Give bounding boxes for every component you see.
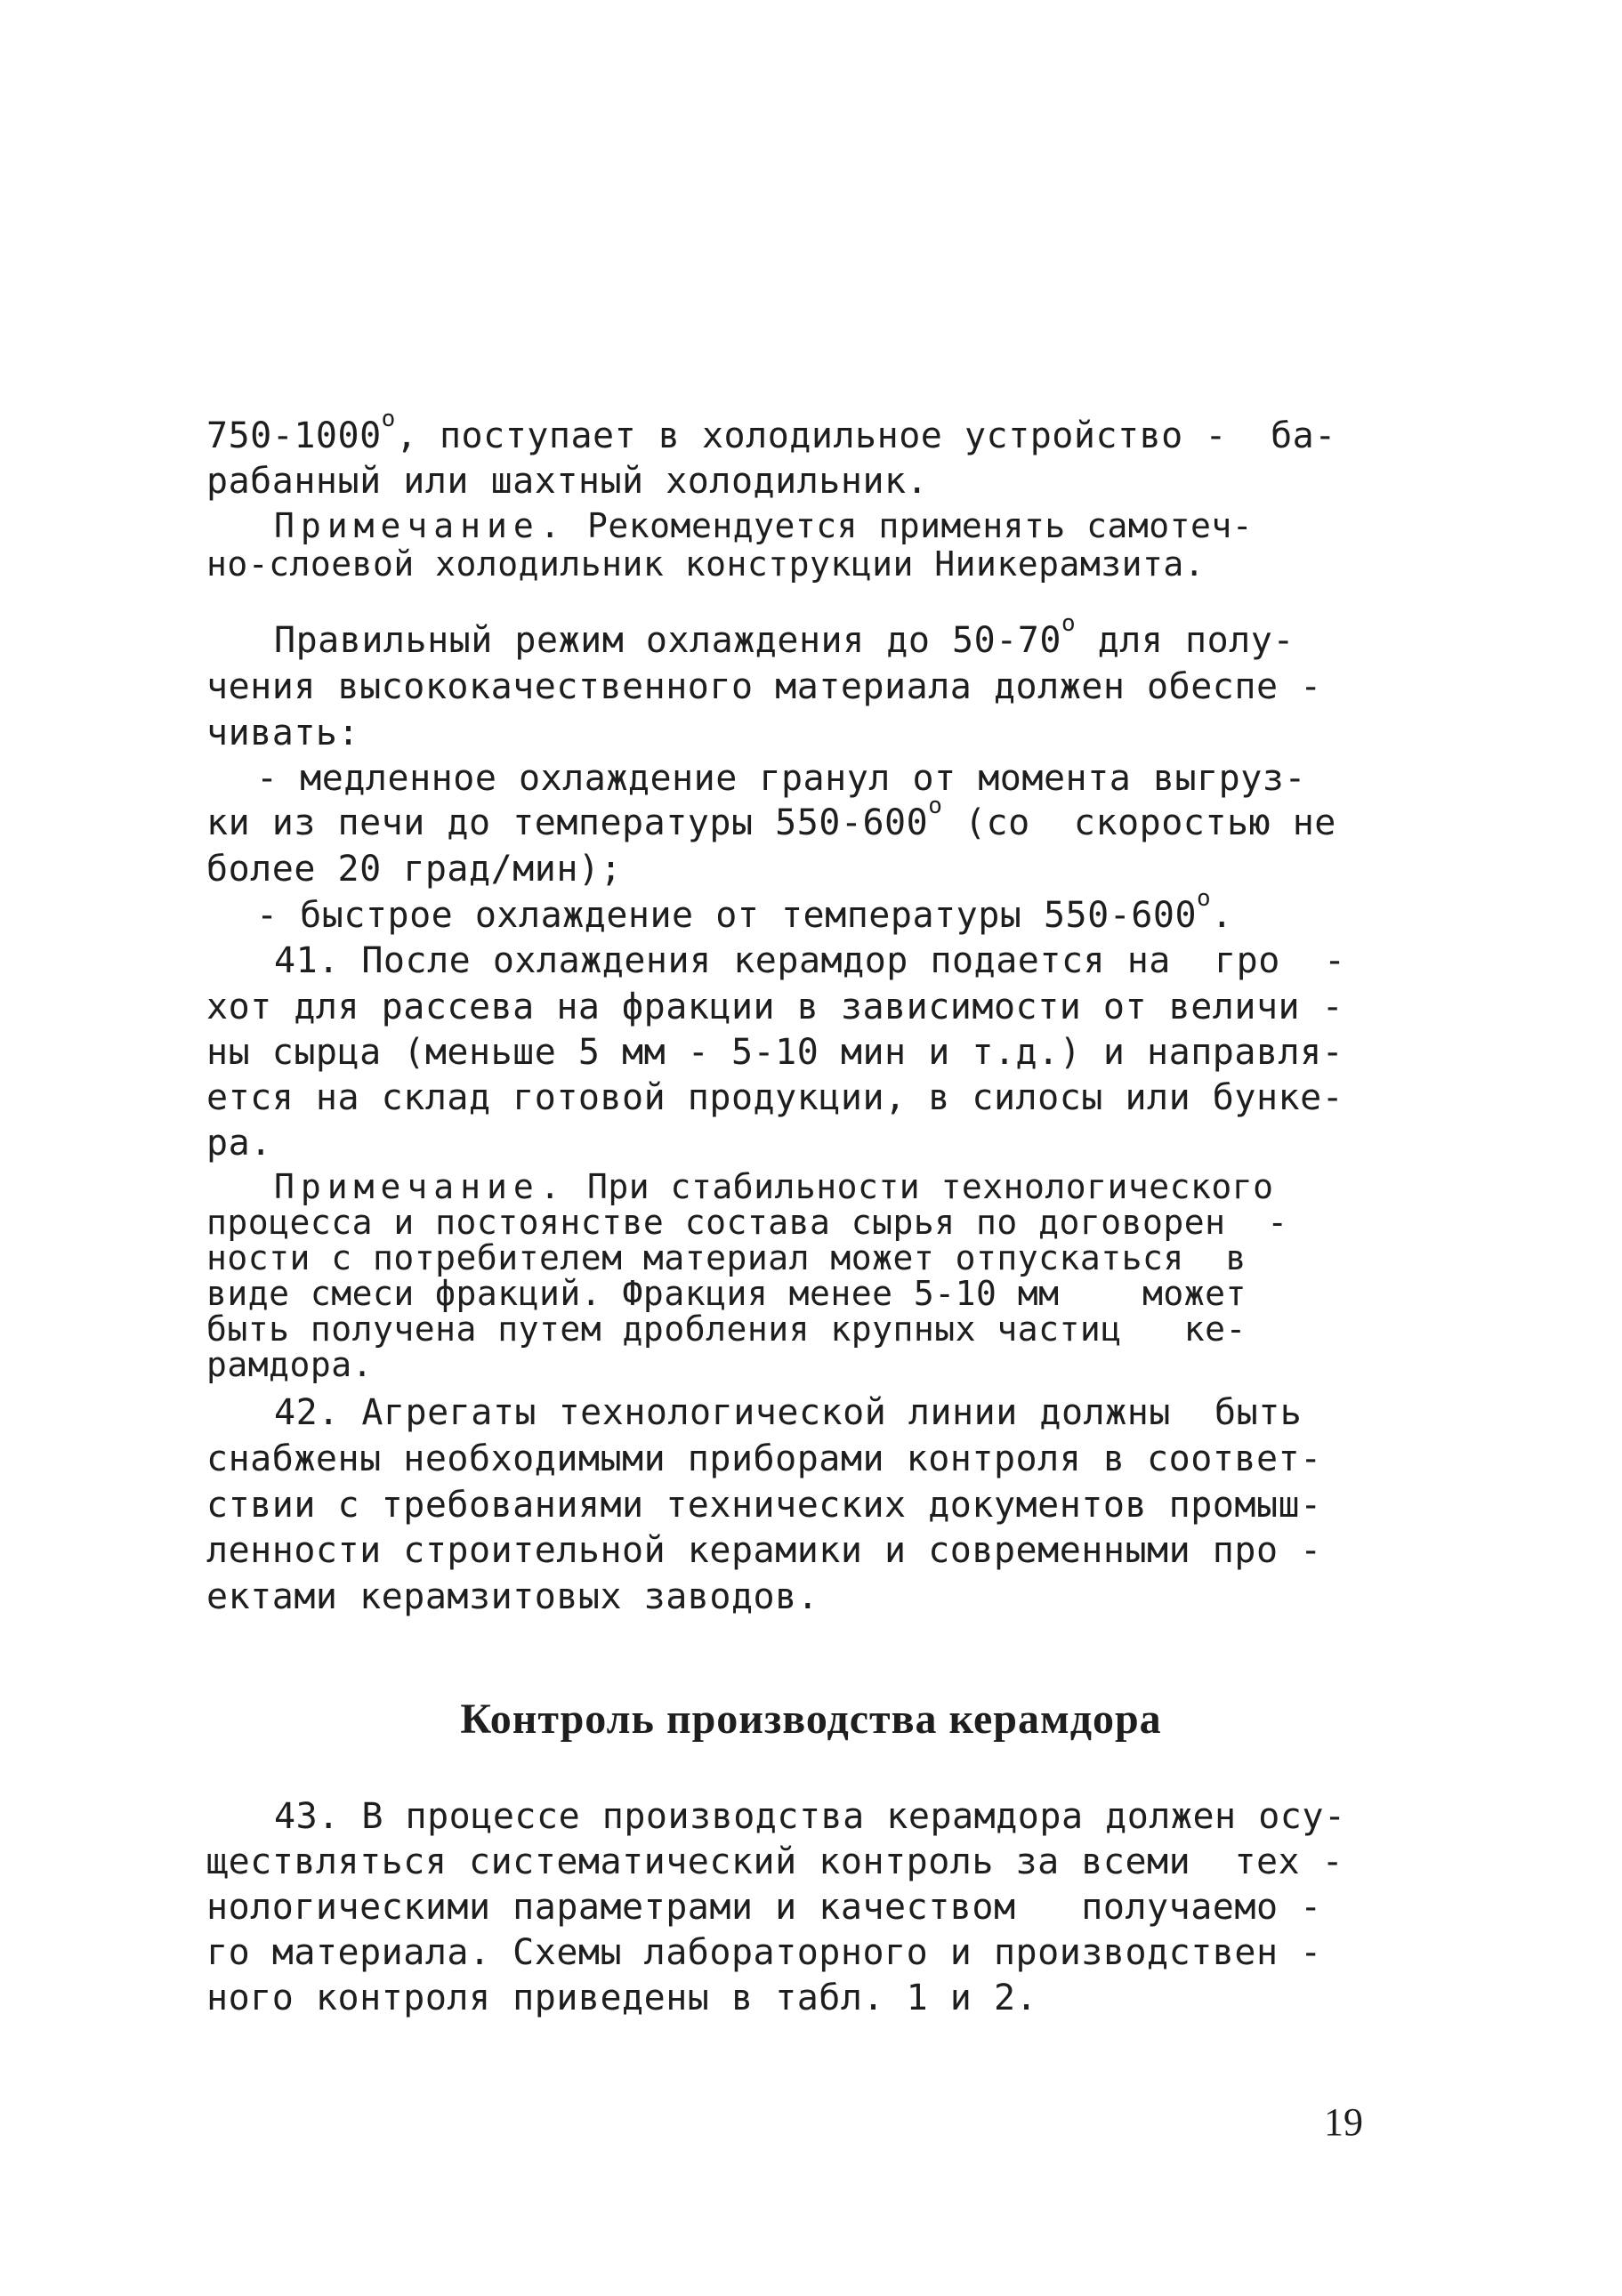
note-line: процесса и постоянстве состава сырья по договорен - <box>206 1203 1288 1242</box>
list-item: - быстрое охлаждение от температуры $550-600^о$. <box>256 885 1233 936</box>
text-line: хот для рассева на фракции в зависимости от величи - <box>206 987 1344 1027</box>
note-line: Примечание. Рекомендуется применять самотеч- <box>274 506 1254 545</box>
text-line: нологическими параметрами и качеством получаемо - <box>206 1887 1322 1928</box>
note-label: Примечание. <box>274 506 567 545</box>
text-line: чивать: <box>206 713 360 753</box>
text-line: рабанный или шахтный холодильник. <box>206 461 929 502</box>
text-line: Правильный режим охлаждения до $50-70^о$ для полу- <box>274 610 1295 661</box>
note-line: быть получена путем дробления крупных частиц ке- <box>206 1309 1247 1349</box>
text-line: го материала. Схемы лабораторного и производствен - <box>206 1932 1322 1973</box>
text-line: ектами керамзитовых заводов. <box>206 1576 819 1617</box>
text-line: 41. После охлаждения керамдор подается на гро - <box>274 940 1346 981</box>
note-line: ности с потребителем материал может отпускаться в <box>206 1238 1247 1277</box>
text-line: 43. В процессе производства керамдора должен осу- <box>274 1796 1346 1837</box>
text-line: ного контроля приведены в табл. 1 и 2. <box>206 1978 1038 2018</box>
text-line: более 20 град/мин); <box>206 849 623 890</box>
note-line: рамдора. <box>206 1345 374 1384</box>
text-line: ра. <box>206 1123 272 1164</box>
page-number: 19 <box>1324 2100 1363 2144</box>
text-line: ленности строительной керамики и современными про - <box>206 1530 1322 1571</box>
text-line: 42. Агрегаты технологической линии должны быть <box>274 1392 1303 1433</box>
text-line: ствии с требованиями технических документов промыш- <box>206 1485 1322 1526</box>
note-label: Примечание. <box>274 1167 567 1206</box>
note-line: Примечание. При стабильности технологического <box>274 1167 1274 1206</box>
text-line: $750-1000^о$, поступает в холодильное устройство - ба- <box>206 406 1336 456</box>
text-line: ки из печи до температуры $550-600^о$ (со скоростью не <box>206 793 1336 843</box>
text-line: ны сырца (меньше 5 мм - 5-10 мин и т.д.) и направля- <box>206 1032 1344 1073</box>
text-line: ется на склад готовой продукции, в силосы или бункe- <box>206 1077 1344 1118</box>
text-line: ществляться систематический контроль за всеми тех - <box>206 1841 1344 1882</box>
note-line: но-слоевой холодильник конструкции Ниикерамзита. <box>206 544 1206 584</box>
text-line: чения высококачественного материала должен обеспе - <box>206 666 1322 707</box>
note-line: виде смеси фракций. Фракция менее 5-10 мм может <box>206 1274 1247 1313</box>
list-item: - медленное охлаждение гранул от момента выгруз- <box>256 758 1306 799</box>
section-heading: Контроль производства керамдора <box>460 1696 1162 1743</box>
text-line: снабжены необходимыми приборами контроля в соответ- <box>206 1438 1322 1479</box>
